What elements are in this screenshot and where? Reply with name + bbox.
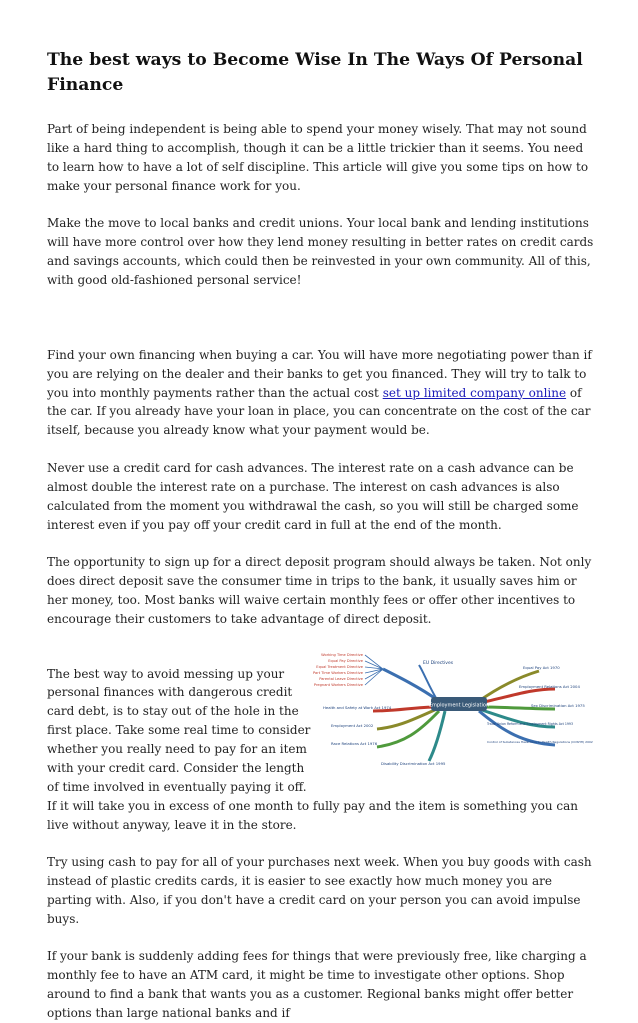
mindmap-left-item: Employment Act 2002 — [331, 722, 374, 728]
set-up-company-link[interactable]: set up limited company online — [382, 385, 567, 400]
paragraph-6: The best way to avoid messing up your personal finances with dangerous credit card debt, is to stay out of the hole in the first place. Take some real time to consider whether you really need to pay for an item with your credit card. Consider the length of time involved in eventually paying it off. If it will take you in excess of one month to fully pay and the item is something you can live without anyway, leave it in the store. — [47, 666, 578, 832]
mindmap-center-label: Employment Legislation — [428, 702, 490, 709]
mindmap-svg — [313, 647, 595, 775]
paragraph-3-text-after: of the car. If you already have your loan in place, you can concentrate on the cost of the car itself, because you already know what your payment would be. — [47, 385, 591, 438]
paragraph-6-block — [47, 652, 595, 835]
mindmap-eu-item: Pregnant Workers Directive — [313, 682, 363, 687]
mindmap-eu-item: Working Time Directive — [321, 652, 363, 657]
mindmap-right-item: Equal Pay Act 1970 — [523, 664, 560, 670]
mindmap-left-item: Health and Safety at Work Act 1974 — [323, 704, 392, 710]
mindmap-image — [313, 647, 595, 775]
mindmap-eu-label: EU Directives — [423, 660, 454, 666]
paragraph-5: The opportunity to sign up for a direct deposit program should always be taken. Not only does direct deposit save the consumer time in trips to the bank, it usually saves him or her money, too. Most banks will waive certain monthly fees or offer other incentives to encourage their customers to take advantage of direct deposit. — [47, 554, 592, 626]
paragraph-1: Part of being independent is being able to spend your money wisely. That may not sound like a hard thing to accomplish, though it can be a little trickier than it seems. You need to learn how to have a lot of self discipline. This article will give you some tips on how to make your personal finance work for you. — [47, 122, 589, 193]
paragraph-3 — [47, 346, 595, 441]
mindmap-eu-item: Part Time Workers Directive — [313, 670, 363, 675]
mindmap-left-item: Disability Discrimination Act 1995 — [381, 760, 446, 766]
paragraph-3-text-before: Find your own financing when buying a car. You will have more negotiating power than if you are relying on the dealer and their banks to get you financed. They will try to talk to you into monthly payments rather than the actual cost — [47, 347, 592, 400]
mindmap-right-item: Trade Union Reform and Employment Rights Act 1993 — [487, 721, 573, 726]
page-title: The best ways to Become Wise In The Ways Of Personal Finance — [47, 50, 583, 95]
paragraph-7: Try using cash to pay for all of your purchases next week. When you buy goods with cash instead of plastic credits cards, it is easier to see exactly how much money you are parting with. Also, if you don't have a credit card on your person you can avoid impulse buys. — [47, 855, 592, 926]
paragraph-2: Make the move to local banks and credit unions. Your local bank and lending institutions will have more control over how they lend money resulting in better rates on credit cards and savings accounts, which could then be reinvested in your own community. All of this, with good old-fashioned personal service! — [47, 216, 594, 287]
mindmap-eu-item: Parental Leave Directive — [319, 676, 363, 681]
mindmap-right-item: Control of Substances Hazardous to Health Regulations (COSHH) 2002 — [487, 739, 593, 744]
paragraph-4: Never use a credit card for cash advances. The interest rate on a cash advance can be almost double the interest rate on a purchase. The interest on cash advances is also calculated from the moment you withdrawal the cash, so you will still be charged some interest even if you pay off your credit card in full at the end of the month. — [47, 460, 579, 532]
mindmap-eu-item: Equal Treatment Directive — [316, 664, 363, 669]
mindmap-right-item: Employment Relations Act 2004 — [519, 683, 580, 689]
mindmap-left-item: Race Relations Act 1976 — [331, 740, 378, 746]
paragraph-8: If your bank is suddenly adding fees for things that were previously free, like charging a monthly fee to have an ATM card, it might be time to investigate other options. Shop around to find a bank that wants you as a customer. Regional banks might offer better options than large national banks and if — [47, 949, 587, 1021]
document-page — [47, 48, 595, 1023]
mindmap-right-item: Sex Discrimination Act 1975 — [531, 702, 585, 708]
mindmap-eu-item: Equal Pay Directive — [328, 658, 363, 663]
